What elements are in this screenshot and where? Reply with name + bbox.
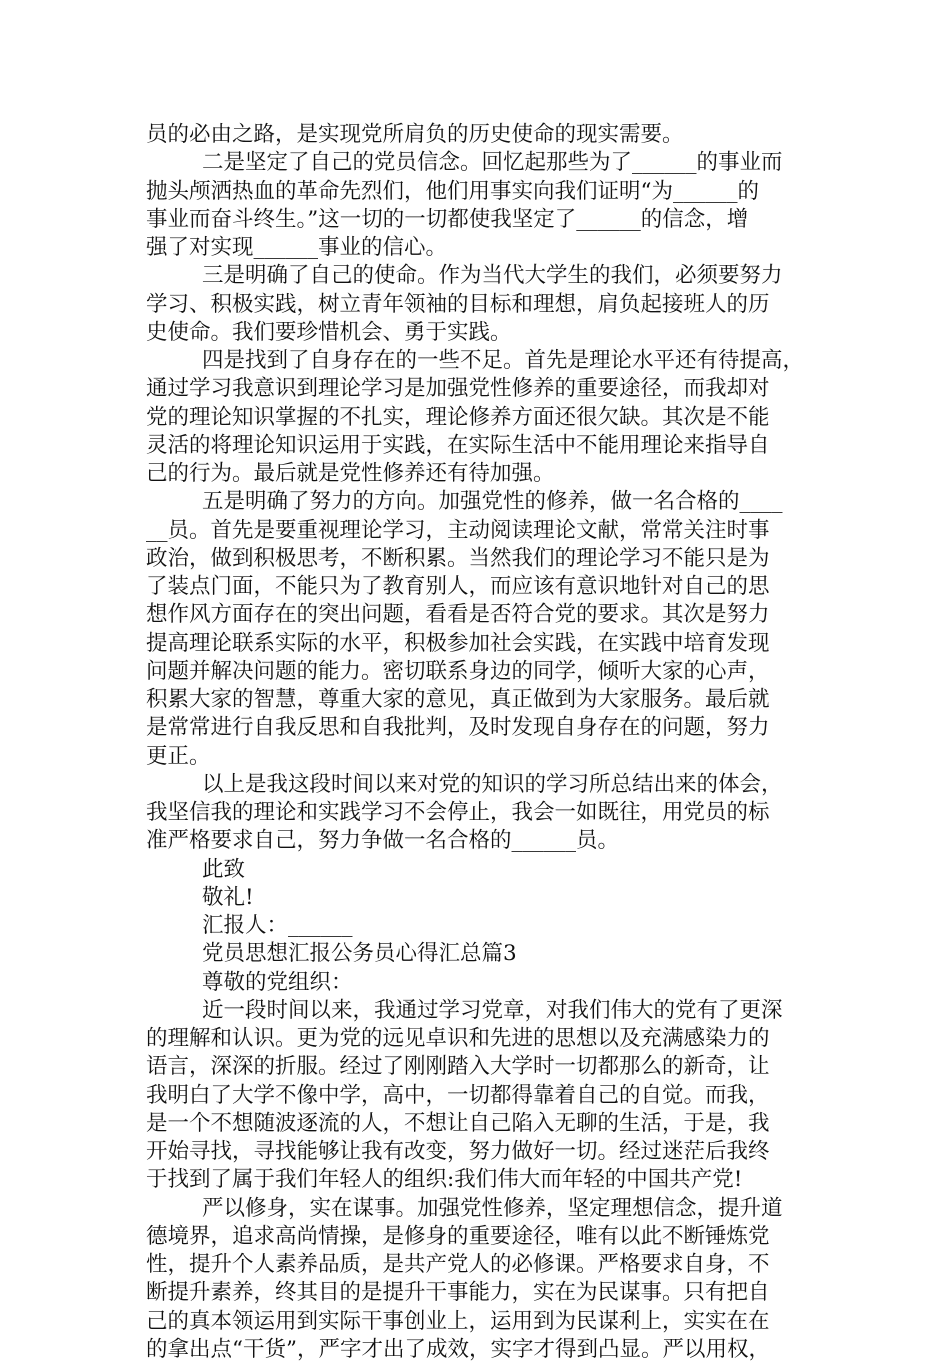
text-line: 想作风方面存在的突出问题，看看是否符合党的要求。其次是努力 — [146, 602, 770, 628]
paragraph-first-line: 此致 — [202, 856, 246, 882]
text-line: 是一个不想随波逐流的人，不想让自己陷入无聊的生活，于是，我 — [146, 1110, 770, 1136]
text-line: 党的理论知识掌握的不扎实，理论修养方面还很欠缺。其次是不能 — [146, 404, 770, 430]
text-line: 准严格要求自己，努力争做一名合格的______员。 — [146, 828, 620, 854]
paragraph-first-line: 敬礼! — [202, 884, 254, 910]
text-line: 问题并解决问题的能力。密切联系身边的同学，倾听大家的心声， — [146, 658, 770, 684]
text-line: 德境界，追求高尚情操，是修身的重要途径，唯有以此不断锤炼党 — [146, 1223, 770, 1249]
paragraph-first-line: 汇报人：______ — [202, 913, 353, 938]
text-line: 性，提升个人素养品质，是共产党人的必修课。严格要求自身，不 — [146, 1252, 770, 1277]
text-line: 断提升素养，终其目的是提升干事能力，实在为民谋事。只有把自 — [146, 1280, 770, 1306]
paragraph-first-line: 以上是我这段时间以来对党的知识的学习所总结出来的体会， — [202, 771, 783, 797]
text-line: 通过学习我意识到理论学习是加强党性修养的重要途径，而我却对 — [146, 376, 770, 402]
text-line: 积累大家的智慧，尊重大家的意见，真正做到为大家服务。最后就 — [146, 687, 770, 712]
paragraph-first-line: 党员思想汇报公务员心得汇总篇3 — [202, 941, 517, 967]
text-line: 己的行为。最后就是党性修养还有待加强。 — [146, 461, 555, 486]
text-line: 学习、积极实践，树立青年领袖的目标和理想，肩负起接班人的历 — [146, 291, 770, 317]
text-line: 灵活的将理论知识运用于实践，在实际生活中不能用理论来指导自 — [146, 432, 770, 458]
text-line: 员的必由之路，是实现党所肩负的历史使命的现实需要。 — [146, 122, 684, 147]
text-line: 提高理论联系实际的水平，积极参加社会实践，在实践中培育发现 — [146, 630, 770, 656]
paragraph-first-line: 五是明确了努力的方向。加强党性的修养，做一名合格的____ — [202, 489, 783, 515]
text-line: 我坚信我的理论和实践学习不会停止，我会一如既往，用党员的标 — [146, 800, 770, 825]
paragraph-first-line: 尊敬的党组织： — [202, 969, 353, 995]
text-line: 语言，深深的折服。经过了刚刚踏入大学时一切都那么的新奇，让 — [146, 1054, 770, 1080]
text-line: 我明白了大学不像中学，高中，一切都得靠着自己的自觉。而我， — [146, 1082, 770, 1108]
paragraph-first-line: 严以修身，实在谋事。加强党性修养，坚定理想信念，提升道 — [202, 1195, 783, 1221]
text-line: 更正。 — [146, 743, 211, 769]
text-line: 的理解和认识。更为党的远见卓识和先进的思想以及充满感染力的 — [146, 1026, 770, 1051]
text-line: 强了对实现______事业的信心。 — [146, 235, 448, 260]
text-line: 开始寻找，寻找能够让我有改变，努力做好一切。经过迷茫后我终 — [146, 1139, 770, 1164]
text-line: 抛头颅洒热血的革命先烈们，他们用事实向我们证明“为______的 — [146, 178, 759, 204]
text-line: 于找到了属于我们年轻人的组织:我们伟大而年轻的中国共产党! — [146, 1167, 743, 1193]
text-line: 政治，做到积极思考，不断积累。当然我们的理论学习不能只是为 — [146, 545, 770, 571]
paragraph-first-line: 四是找到了自身存在的一些不足。首先是理论水平还有待提高， — [202, 348, 805, 373]
text-line: __员。首先是要重视理论学习，主动阅读理论文献，常常关注时事 — [146, 517, 770, 543]
text-line: 了装点门面，不能只为了教育别人，而应该有意识地针对自己的思 — [146, 574, 770, 599]
paragraph-first-line: 三是明确了自己的使命。作为当代大学生的我们，必须要努力 — [202, 263, 783, 289]
text-line: 是常常进行自我反思和自我批判，及时发现自身存在的问题，努力 — [146, 715, 770, 741]
text-line: 的拿出点“干货”，严字才出了成效，实字才得到凸显。严以用权， — [146, 1336, 770, 1362]
paragraph-first-line: 近一段时间以来，我通过学习党章，对我们伟大的党有了更深 — [202, 997, 783, 1023]
text-line: 事业而奋斗终生。”这一切的一切都使我坚定了______的信念，增 — [146, 206, 749, 232]
text-line: 己的真本领运用到实际干事创业上，运用到为民谋利上，实实在在 — [146, 1308, 770, 1334]
paragraph-first-line: 二是坚定了自己的党员信念。回忆起那些为了______的事业而 — [202, 150, 783, 176]
text-line: 史使命。我们要珍惜机会、勇于实践。 — [146, 319, 512, 345]
document-page — [146, 121, 826, 1364]
